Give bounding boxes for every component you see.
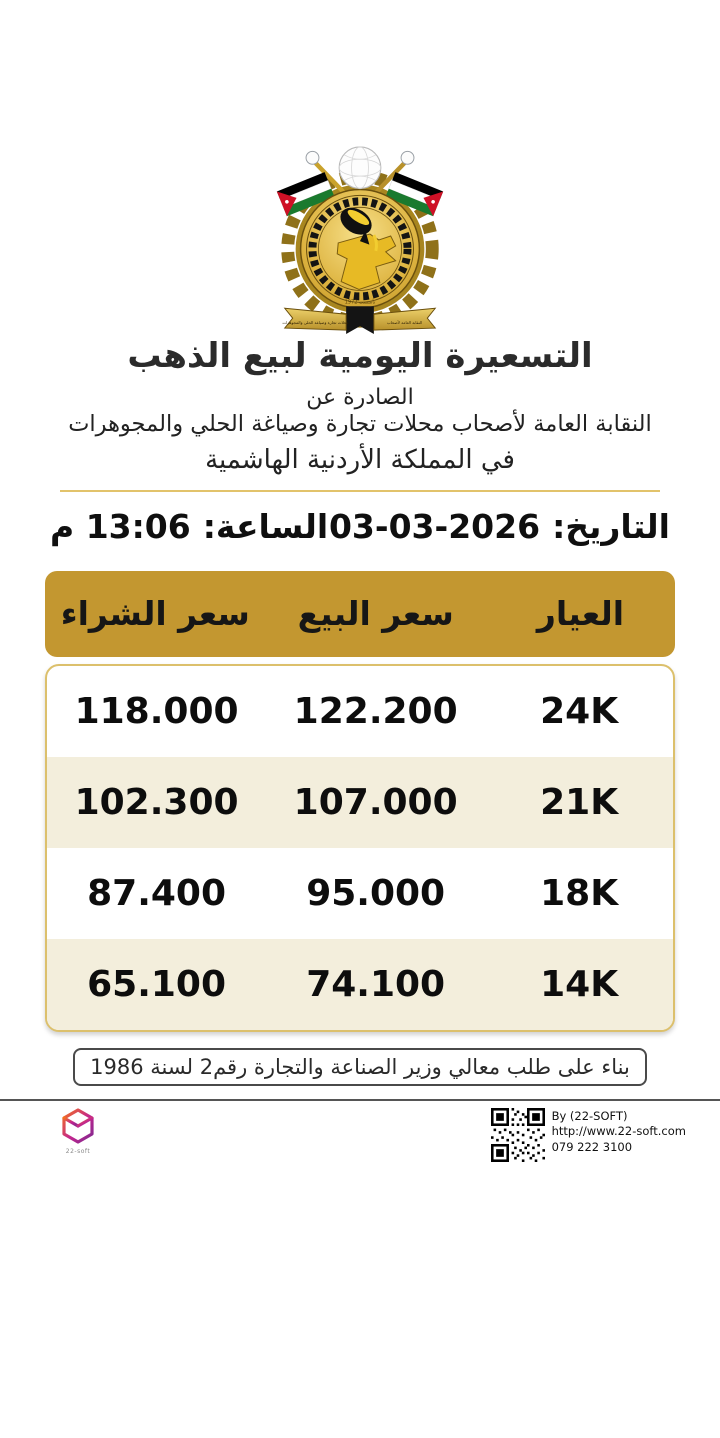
syndicate-emblem	[270, 138, 450, 336]
buy-price: 118.000	[74, 690, 239, 732]
table-row-18k	[47, 848, 673, 939]
sell-price: 122.200	[293, 690, 458, 732]
cube-logo-icon	[61, 1108, 95, 1144]
brand-block	[58, 1108, 98, 1155]
karat-value: 24K	[540, 690, 619, 732]
karat-value: 14K	[540, 963, 619, 1005]
credit-text	[552, 1108, 686, 1156]
credit-block	[491, 1108, 686, 1162]
brand-name: 22-soft	[65, 1147, 91, 1155]
karat-value: 18K	[540, 872, 619, 914]
note-wrap	[0, 1048, 720, 1086]
karat-value: 21K	[540, 781, 619, 823]
date-field	[329, 506, 670, 549]
ribbon-banner	[282, 306, 435, 334]
time-value: 13:06 م	[50, 506, 191, 546]
issued-by-line: الصادرة عن	[306, 384, 414, 410]
table-row-14k	[47, 939, 673, 1030]
ribbon-left-text: محلات تجارة وصياغة الحلي والمجوهرات	[282, 320, 349, 326]
sell-price: 107.000	[293, 781, 458, 823]
buy-price: 102.300	[74, 781, 239, 823]
sell-price: 74.100	[306, 963, 446, 1005]
qr-code-icon	[491, 1108, 545, 1162]
table-row-24k	[47, 666, 673, 757]
column-header-sell: سعر البيع	[297, 594, 454, 634]
page-title: التسعيرة اليومية لبيع الذهب	[127, 336, 593, 376]
sell-price: 95.000	[306, 872, 446, 914]
datetime-row	[0, 506, 720, 549]
table-row-21k	[47, 757, 673, 848]
credit-by-line: By (22-SOFT)	[551, 1108, 628, 1123]
price-table-body	[45, 664, 675, 1032]
ribbon-right-text: النقابة العامة لأصحاب	[386, 320, 423, 326]
date-label: التاريخ:	[552, 506, 670, 546]
emblem-established-text: تأسست 1972	[344, 299, 376, 306]
buy-price: 65.100	[87, 963, 227, 1005]
footer	[0, 1101, 720, 1162]
country-line: في المملكة الأردنية الهاشمية	[205, 444, 515, 475]
credit-url-line: http://www.22-soft.com	[551, 1124, 686, 1139]
time-label: الساعة:	[202, 506, 329, 546]
syndicate-line: النقابة العامة لأصحاب محلات تجارة وصياغة الحلي والمجوهرات	[68, 410, 652, 437]
white-sphere-icon	[339, 147, 381, 189]
column-header-buy: سعر الشراء	[60, 594, 250, 634]
time-field	[50, 506, 328, 549]
price-table-header	[45, 571, 675, 657]
date-value: 03-03-2026	[328, 506, 541, 546]
emblem-graphic	[270, 138, 450, 336]
credit-phone-line: 079 222 3100	[551, 1139, 633, 1154]
gold-divider	[60, 490, 660, 492]
buy-price: 87.400	[87, 872, 227, 914]
column-header-karat: العيار	[536, 594, 625, 634]
ministerial-note: بناء على طلب معالي وزير الصناعة والتجارة رقم2 لسنة 1986	[73, 1048, 647, 1086]
